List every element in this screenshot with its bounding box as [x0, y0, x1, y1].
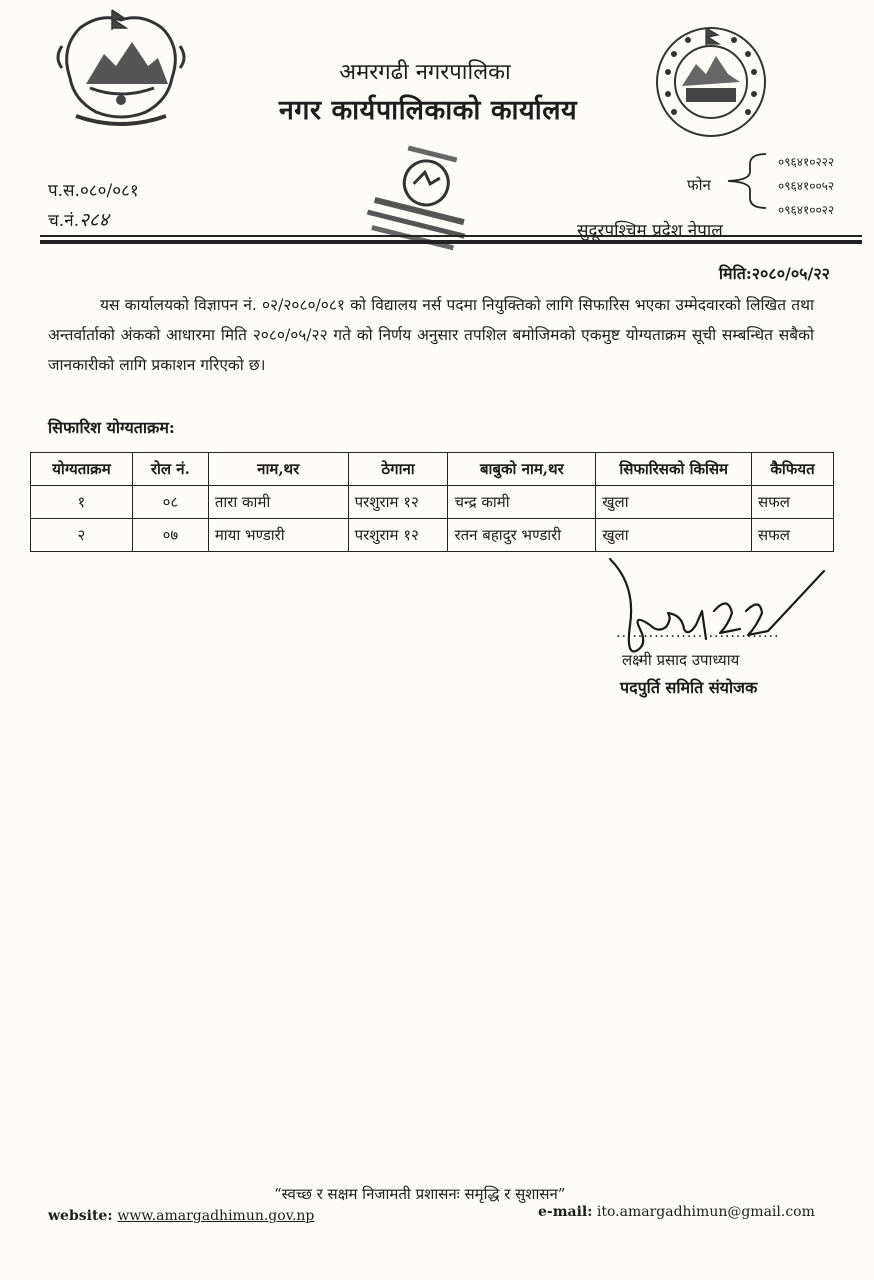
nepal-emblem-icon [50, 8, 192, 126]
phone-number: ०९६४१०२२२ [778, 155, 835, 169]
letter-reference: प.स.०८०/०८१ [48, 181, 139, 201]
table-row [31, 486, 834, 519]
signature-line: .............................. [616, 625, 780, 641]
header-divider-thin [40, 235, 862, 237]
footer-slogan: “स्वच्छ र सक्षम निजामती प्रशासनः समृद्धि र सुशासन” [274, 1185, 566, 1203]
header-recommendation-type: सिफारिसको किसिम [596, 453, 752, 486]
cell-remarks: सफल [752, 486, 834, 519]
cell-name: तारा कामी [208, 486, 348, 519]
cell-recommendation-type: खुला [596, 519, 752, 552]
email-label: e-mail: [538, 1204, 593, 1220]
cell-father-name: चन्द्र कामी [448, 486, 596, 519]
header-roll-no: रोल नं. [132, 453, 208, 486]
website-label: website: [48, 1208, 113, 1224]
phone-label: फोन [687, 176, 711, 194]
chalan-prefix: च.नं. [48, 211, 80, 231]
brace-icon [720, 152, 770, 210]
phone-number: ०९६४१००५२ [778, 179, 835, 193]
header-rank: योग्यताक्रम [31, 453, 133, 486]
header-address: ठेगाना [348, 453, 448, 486]
cell-father-name: रतन बहादुर भण्डारी [448, 519, 596, 552]
cell-roll-no: ०७ [132, 519, 208, 552]
signatory-designation: पदपुर्ति समिति संयोजक [620, 678, 758, 697]
signatory-name: लक्ष्मी प्रसाद उपाध्याय [622, 651, 740, 669]
cell-roll-no: ०८ [132, 486, 208, 519]
merit-list-title: सिफारिश योग्यताक्रम: [48, 418, 175, 437]
header-father-name: बाबुको नाम,थर [448, 453, 596, 486]
municipality-logo-icon [652, 24, 770, 140]
merit-list-table [30, 452, 834, 552]
header-remarks: कैफियत [752, 453, 834, 486]
office-name: अमरगढी नगरपालिका [339, 60, 511, 85]
chalan-number [48, 206, 109, 232]
office-seal-stamp [355, 142, 485, 267]
email-address[interactable]: ito.amargadhimun@gmail.com [596, 1204, 815, 1220]
cell-name: माया भण्डारी [208, 519, 348, 552]
cell-rank: १ [31, 486, 133, 519]
table-row [31, 519, 834, 552]
province-name: सुदूरपश्चिम प्रदेश नेपाल [577, 221, 723, 241]
header-name: नाम,थर [208, 453, 348, 486]
footer-email [538, 1204, 815, 1220]
phone-numbers [778, 150, 834, 222]
phone-number: ०९६४१००२२ [778, 203, 835, 217]
website-link[interactable]: www.amargadhimun.gov.np [117, 1208, 315, 1224]
cell-address: परशुराम १२ [348, 519, 448, 552]
cell-recommendation-type: खुला [596, 486, 752, 519]
footer-website [48, 1208, 314, 1224]
chalan-handwritten-number: २८४ [79, 209, 109, 231]
office-title: नगर कार्यपालिकाको कार्यालय [278, 95, 578, 126]
header-divider-thick [40, 240, 862, 244]
cell-remarks: सफल [752, 519, 834, 552]
notice-paragraph: यस कार्यालयको विज्ञापन नं. ०२/२०८०/०८१ को विद्यालय नर्स पदमा नियुक्तिको लागि सिफारिस भएका उम्मेदवारको लिखित तथा अन्तर्वार्ताको अंकको आधारमा मिति २०८०/०५/२२ गते को निर्णय अनुसार तपशिल बमोजिमको एकमुष्ट योग्यताक्रम सूची सम्बन्धित सबैको जानकारीको लागि प्रकाशन गरिएको छ। [48, 296, 814, 374]
letter-date: मिति:२०८०/०५/२२ [718, 264, 830, 283]
cell-rank: २ [31, 519, 133, 552]
cell-address: परशुराम १२ [348, 486, 448, 519]
table-header-row [31, 453, 834, 486]
